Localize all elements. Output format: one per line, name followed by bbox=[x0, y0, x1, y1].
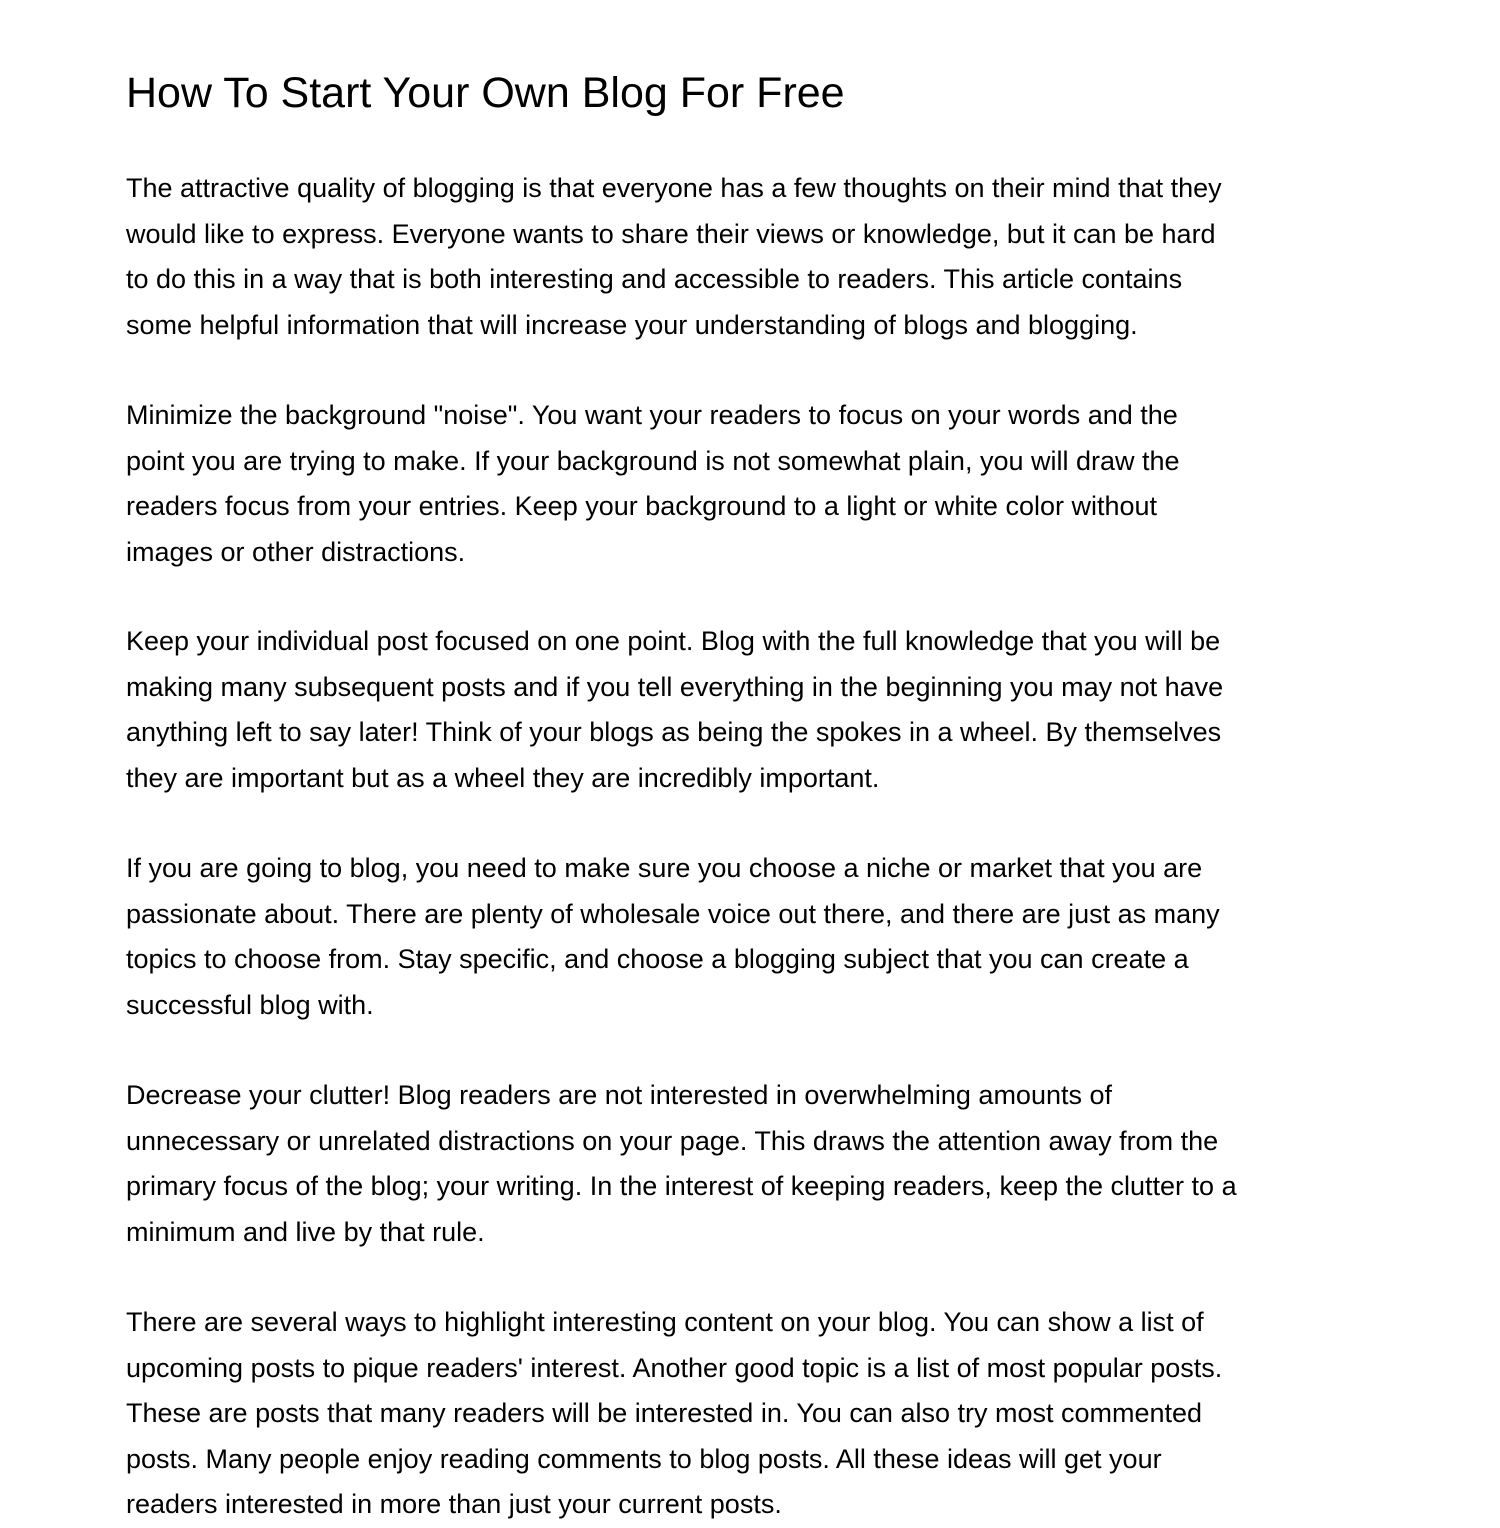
paragraph-line: Decrease your clutter! Blog readers are not interested in overwhelming amounts of bbox=[126, 1080, 1113, 1110]
paragraph-line: would like to express. Everyone wants to share their views or knowledge, but it can be hard bbox=[126, 218, 1216, 249]
paragraph-line: minimum and live by that rule. bbox=[126, 1216, 485, 1247]
paragraph-4 bbox=[126, 846, 1220, 1028]
paragraph-line: readers focus from your entries. Keep your background to a light or white color without bbox=[126, 491, 1158, 521]
paragraph-line: topics to choose from. Stay specific, and choose a blogging subject that you can create a bbox=[126, 944, 1189, 974]
paragraph-line: primary focus of the blog; your writing. In the interest of keeping readers, keep the clutter to a bbox=[126, 1171, 1237, 1201]
paragraph-line: making many subsequent posts and if you tell everything in the beginning you may not have bbox=[126, 671, 1224, 702]
paragraph-2 bbox=[126, 393, 1180, 575]
paragraph-line: successful blog with. bbox=[126, 989, 374, 1020]
paragraph-line: readers interested in more than just your current posts. bbox=[126, 1489, 782, 1519]
paragraph-line: upcoming posts to pique readers' interest. Another good topic is a list of most popular posts. bbox=[126, 1352, 1223, 1383]
paragraph-line: passionate about. There are plenty of wholesale voice out there, and there are just as many bbox=[126, 898, 1220, 929]
paragraph-line: Minimize the background "noise". You want your readers to focus on your words and the bbox=[126, 400, 1178, 430]
paragraph-line: images or other distractions. bbox=[126, 536, 466, 567]
paragraph-6 bbox=[126, 1300, 1222, 1528]
paragraph-line: to do this in a way that is both interesting and accessible to readers. This article contains bbox=[126, 264, 1183, 294]
paragraph-1 bbox=[126, 166, 1222, 348]
paragraph-line: unnecessary or unrelated distractions on your page. This draws the attention away from the bbox=[126, 1125, 1219, 1156]
paragraph-line: some helpful information that will increase your understanding of blogs and blogging. bbox=[126, 309, 1138, 340]
page-title: How To Start Your Own Blog For Free bbox=[126, 69, 845, 117]
paragraph-5 bbox=[126, 1073, 1237, 1255]
paragraph-line: anything left to say later! Think of your blogs as being the spokes in a wheel. By themselves bbox=[126, 717, 1222, 747]
paragraph-line: The attractive quality of blogging is that everyone has a few thoughts on their mind that they bbox=[126, 173, 1222, 203]
paragraph-line: There are several ways to highlight interesting content on your blog. You can show a list of bbox=[126, 1307, 1204, 1337]
paragraph-line: These are posts that many readers will be interested in. You can also try most commented bbox=[126, 1398, 1203, 1428]
paragraph-3 bbox=[126, 619, 1223, 801]
paragraph-line: point you are trying to make. If your background is not somewhat plain, you will draw the bbox=[126, 445, 1180, 476]
paragraph-line: Keep your individual post focused on one point. Blog with the full knowledge that you will be bbox=[126, 626, 1221, 656]
paragraph-line: posts. Many people enjoy reading comments to blog posts. All these ideas will get your bbox=[126, 1443, 1162, 1474]
paragraph-line: If you are going to blog, you need to make sure you choose a niche or market that you are bbox=[126, 853, 1203, 883]
paragraph-line: they are important but as a wheel they are incredibly important. bbox=[126, 762, 880, 793]
